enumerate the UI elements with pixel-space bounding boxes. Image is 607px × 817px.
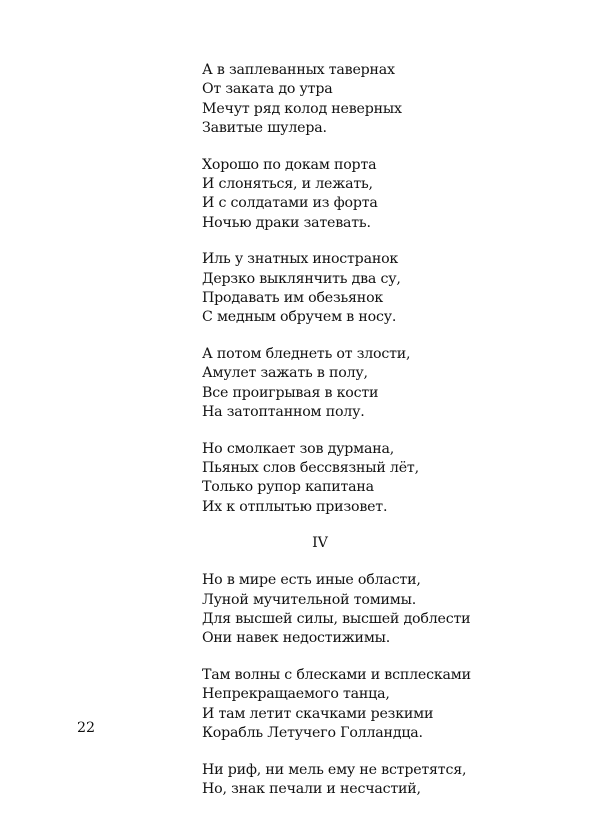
- poem-line: Но смолкает зов дурмана,: [202, 440, 395, 457]
- poem-line: И там летит скачками резкими: [202, 705, 434, 722]
- poem-line: На затоптанном полу.: [202, 403, 365, 420]
- stanza: [202, 761, 502, 800]
- poem-line: Ночью драки затевать.: [202, 214, 371, 231]
- stanza: [202, 250, 502, 327]
- poem-line: И слоняться, и лежать,: [202, 175, 373, 192]
- poem-line: От заката до утра: [202, 81, 333, 98]
- stanza: [202, 156, 502, 233]
- poem-line: Их к отплытью призовет.: [202, 498, 388, 515]
- stanza: [202, 61, 502, 138]
- poem-line: Луной мучительной томимы.: [202, 591, 417, 608]
- stanza: [202, 571, 502, 648]
- section-number: IV: [312, 535, 328, 552]
- poem-line: Продавать им обезьянок: [202, 289, 384, 306]
- poem-line: Непрекращаемого танца,: [202, 686, 390, 703]
- poem-line: Там волны с блесками и всплесками: [202, 666, 471, 683]
- poem-line: Но в мире есть иные области,: [202, 572, 421, 589]
- poem-line: А потом бледнеть от злости,: [202, 346, 411, 363]
- poem-line: Для высшей силы, высшей доблести: [202, 610, 471, 627]
- page-number: 22: [77, 720, 96, 736]
- stanza: [202, 666, 502, 743]
- poem-line: Они навек недостижимы.: [202, 630, 391, 647]
- poem-line: Ни риф, ни мель ему не встретятся,: [202, 761, 467, 778]
- poem-line: Иль у знатных иностранок: [202, 251, 399, 268]
- poem-line: Хорошо по докам порта: [202, 156, 377, 173]
- poem-line: Корабль Летучего Голландца.: [202, 724, 423, 741]
- poem-line: Мечут ряд колод неверных: [202, 100, 402, 117]
- poem-line: Все проигрывая в кости: [202, 384, 379, 401]
- poem-line: С медным обручем в носу.: [202, 309, 397, 326]
- stanza: [202, 345, 502, 422]
- poem-line: Амулет зажать в полу,: [202, 365, 368, 382]
- stanza: [202, 440, 502, 517]
- poem-line: Пьяных слов бессвязный лёт,: [202, 460, 419, 477]
- poem-line: Но, знак печали и несчастий,: [202, 780, 421, 797]
- poem-line: А в заплеванных тавернах: [202, 62, 395, 78]
- poem-line: Дерзко выклянчить два су,: [202, 270, 401, 287]
- poem-line: Завитые шулера.: [202, 119, 327, 136]
- poem-line: И с солдатами из форта: [202, 195, 378, 212]
- poem-line: Только рупор капитана: [202, 479, 374, 496]
- poem-text: [202, 61, 502, 817]
